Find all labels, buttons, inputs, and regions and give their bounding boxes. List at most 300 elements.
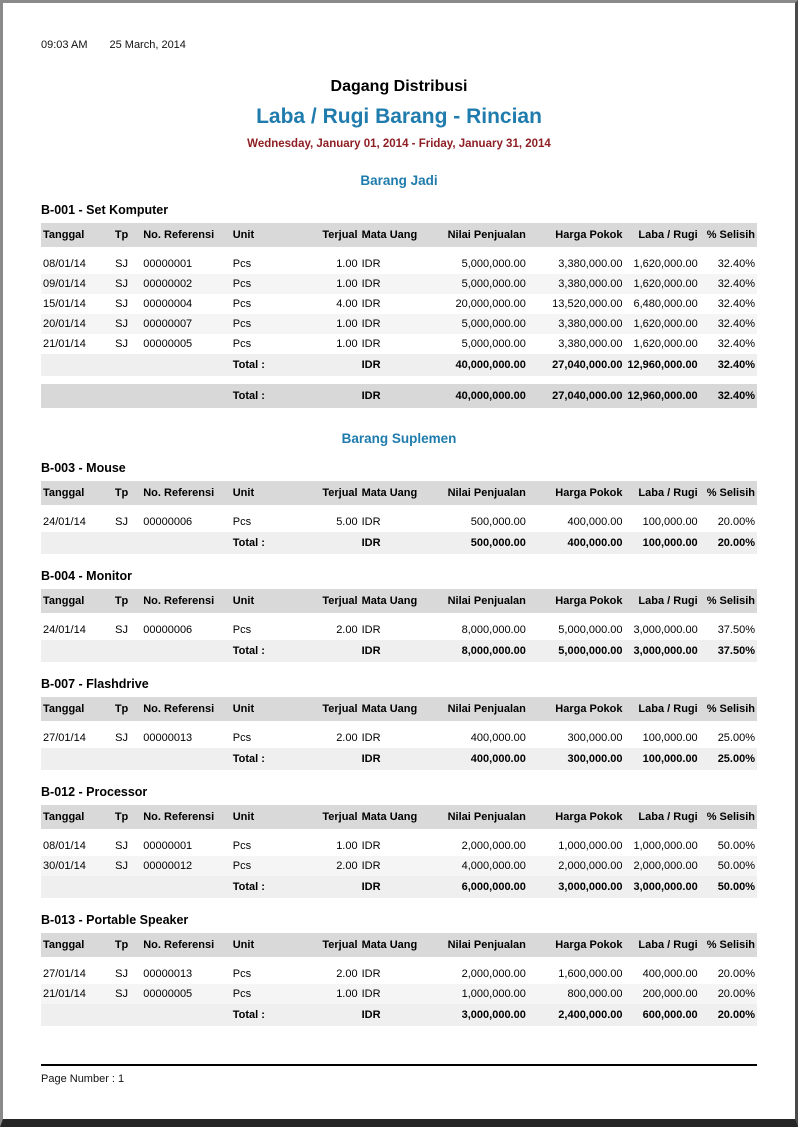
table-header-cell: Tanggal: [41, 697, 102, 721]
table-header-cell: Laba / Rugi: [625, 223, 700, 247]
table-cell: IDR: [361, 338, 381, 350]
table-cell: 5,000,000.00: [420, 314, 527, 334]
table-header-cell: Mata Uang: [360, 697, 421, 721]
table-cell: 25.00%: [717, 732, 755, 744]
total-cell: 3,000,000.00: [625, 876, 700, 898]
table-cell: 50.00%: [700, 856, 757, 876]
table-cell: 100,000.00: [642, 516, 698, 528]
header-gap-row: [41, 613, 757, 620]
table-cell: 32.40%: [700, 274, 757, 294]
table-cell: 1.00: [336, 338, 358, 350]
total-cell: [141, 354, 231, 376]
table-header-cell: % Selisih: [700, 223, 757, 247]
table-header-cell: Unit: [231, 805, 299, 829]
total-cell: IDR: [360, 354, 421, 376]
table-header-cell: No. Referensi: [141, 697, 231, 721]
table-cell: Pcs: [232, 732, 252, 744]
header-gap-row: [41, 957, 757, 964]
table-cell: IDR: [360, 856, 421, 876]
table-header-cell: % Selisih: [700, 805, 757, 829]
table-cell: 400,000.00: [470, 732, 526, 744]
total-cell: 100,000.00: [625, 748, 700, 770]
total-cell: 50.00%: [700, 876, 757, 898]
table-cell: 3,380,000.00: [558, 258, 623, 270]
table-cell: 1,600,000.00: [558, 968, 623, 980]
table-header-cell: Tp: [102, 223, 141, 247]
table-header-cell: Mata Uang: [360, 933, 421, 957]
total-cell: [299, 532, 360, 554]
table-cell: 200,000.00: [625, 984, 700, 1004]
total-cell: 3,000,000.00: [528, 876, 625, 898]
grand-total-cell: 12,960,000.00: [625, 384, 700, 408]
table-header-cell: No. Referensi: [141, 805, 231, 829]
grand-total-cell: [41, 384, 102, 408]
table-cell: IDR: [361, 516, 381, 528]
table-cell: IDR: [360, 314, 421, 334]
table-cell: 6,480,000.00: [633, 298, 698, 310]
total-cell: [299, 640, 360, 662]
table-header-cell: Harga Pokok: [528, 589, 625, 613]
company-name: Dagang Distribusi: [330, 78, 468, 95]
table-cell: 500,000.00: [470, 516, 526, 528]
table-cell: 20/01/14: [41, 314, 102, 334]
table-cell: 00000001: [143, 840, 193, 852]
total-cell: IDR: [360, 640, 421, 662]
table-header-cell: Tp: [102, 697, 141, 721]
table-cell: IDR: [360, 984, 421, 1004]
report-table: [41, 697, 757, 770]
table-header-cell: Tanggal: [41, 805, 102, 829]
table-cell: 00000006: [143, 624, 193, 636]
table-cell: IDR: [360, 274, 421, 294]
table-row: [41, 964, 757, 984]
gap-cell: [41, 505, 757, 512]
table-header-cell: Tanggal: [41, 223, 102, 247]
total-cell: 8,000,000.00: [420, 640, 527, 662]
total-label: Total :: [231, 876, 299, 898]
grand-total-table: [41, 384, 757, 408]
report-title: Laba / Rugi Barang - Rincian: [256, 105, 542, 128]
table-cell: 5,000,000.00: [461, 338, 526, 350]
total-cell: IDR: [360, 748, 421, 770]
table-cell: SJ: [102, 856, 141, 876]
table-cell: 1,620,000.00: [633, 338, 698, 350]
table-header-cell: Nilai Penjualan: [420, 933, 527, 957]
table-row: [41, 984, 757, 1004]
table-cell: 00000012: [141, 856, 231, 876]
table-header-cell: Terjual: [299, 697, 360, 721]
table-cell: 5,000,000.00: [420, 274, 527, 294]
table-cell: 32.40%: [717, 298, 755, 310]
table-cell: Pcs: [231, 984, 299, 1004]
table-row: [41, 254, 757, 274]
table-header-cell: Mata Uang: [360, 481, 421, 505]
table-cell: 00000002: [141, 274, 231, 294]
total-row: [41, 354, 757, 376]
table-cell: 15/01/14: [43, 298, 86, 310]
table-cell: 2.00: [299, 856, 360, 876]
table-cell: 32.40%: [700, 314, 757, 334]
table-cell: 5.00: [336, 516, 358, 528]
table-header-cell: Unit: [231, 481, 299, 505]
table-cell: SJ: [115, 298, 128, 310]
table-header-cell: Tp: [102, 805, 141, 829]
table-cell: 20,000,000.00: [455, 298, 526, 310]
total-label: Total :: [231, 1004, 299, 1026]
table-header-cell: Tanggal: [41, 933, 102, 957]
table-cell: 400,000.00: [642, 968, 698, 980]
total-row: [41, 532, 757, 554]
table-header-cell: Terjual: [299, 933, 360, 957]
table-header-cell: Nilai Penjualan: [420, 223, 527, 247]
table-cell: SJ: [115, 968, 128, 980]
table-cell: 1.00: [299, 984, 360, 1004]
total-cell: 6,000,000.00: [420, 876, 527, 898]
table-header-row: [41, 933, 757, 957]
total-cell: [102, 532, 141, 554]
total-cell: [102, 1004, 141, 1026]
table-header-cell: Harga Pokok: [528, 481, 625, 505]
total-cell: [299, 354, 360, 376]
table-row: [41, 294, 757, 314]
table-row: [41, 274, 757, 294]
report-body: [41, 173, 757, 1026]
table-cell: 00000013: [143, 968, 193, 980]
table-header-cell: Unit: [231, 223, 299, 247]
table-cell: SJ: [115, 516, 128, 528]
table-header-cell: Terjual: [299, 589, 360, 613]
table-row: [41, 620, 757, 640]
table-header-cell: % Selisih: [700, 933, 757, 957]
gap-cell: [41, 721, 757, 728]
table-header-cell: Harga Pokok: [528, 223, 625, 247]
table-header-cell: Tp: [102, 481, 141, 505]
gap-cell: [41, 613, 757, 620]
table-cell: SJ: [115, 338, 128, 350]
table-header-cell: Tp: [102, 589, 141, 613]
table-header-cell: Mata Uang: [360, 805, 421, 829]
table-header-row: [41, 223, 757, 247]
total-cell: 100,000.00: [625, 532, 700, 554]
table-cell: SJ: [115, 624, 128, 636]
table-header-cell: Harga Pokok: [528, 805, 625, 829]
total-cell: 400,000.00: [528, 532, 625, 554]
grand-total-cell: 32.40%: [700, 384, 757, 408]
total-cell: [141, 748, 231, 770]
table-cell: 09/01/14: [41, 274, 102, 294]
table-cell: 2.00: [336, 624, 358, 636]
total-cell: [141, 1004, 231, 1026]
table-cell: 4.00: [336, 298, 358, 310]
table-cell: 00000007: [141, 314, 231, 334]
table-header-row: [41, 697, 757, 721]
table-row: [41, 512, 757, 532]
total-cell: [41, 354, 102, 376]
header-gap-row: [41, 505, 757, 512]
table-header-cell: Tanggal: [41, 589, 102, 613]
table-header-cell: Harga Pokok: [528, 697, 625, 721]
section-title: B-013 - Portable Speaker: [41, 913, 189, 927]
table-cell: 2.00: [336, 968, 358, 980]
table-cell: 3,380,000.00: [558, 338, 623, 350]
table-cell: 24/01/14: [43, 516, 86, 528]
section-title: B-012 - Processor: [41, 785, 148, 799]
table-cell: Pcs: [232, 258, 252, 270]
table-row: [41, 728, 757, 748]
table-cell: SJ: [115, 840, 128, 852]
table-cell: 2.00: [336, 732, 358, 744]
table-cell: 800,000.00: [528, 984, 625, 1004]
table-cell: 00000004: [143, 298, 193, 310]
table-cell: IDR: [361, 258, 381, 270]
table-cell: 1,000,000.00: [633, 840, 698, 852]
table-cell: IDR: [361, 732, 381, 744]
table-cell: 1,000,000.00: [420, 984, 527, 1004]
table-cell: 1,620,000.00: [625, 274, 700, 294]
table-header-cell: Harga Pokok: [528, 933, 625, 957]
table-cell: 3,380,000.00: [528, 314, 625, 334]
table-cell: IDR: [361, 624, 381, 636]
table-cell: Pcs: [232, 624, 252, 636]
table-cell: IDR: [361, 298, 381, 310]
table-cell: Pcs: [232, 840, 252, 852]
total-cell: IDR: [360, 1004, 421, 1026]
table-cell: Pcs: [231, 856, 299, 876]
report-table: [41, 805, 757, 898]
total-label: Total :: [231, 532, 299, 554]
page-footer: [41, 1064, 757, 1085]
table-header-cell: Nilai Penjualan: [420, 697, 527, 721]
table-cell: 21/01/14: [41, 984, 102, 1004]
table-cell: 08/01/14: [43, 840, 86, 852]
total-cell: 20.00%: [700, 532, 757, 554]
total-cell: [41, 640, 102, 662]
total-row: [41, 640, 757, 662]
table-header-cell: Mata Uang: [360, 223, 421, 247]
total-label: Total :: [231, 640, 299, 662]
table-cell: SJ: [102, 984, 141, 1004]
table-cell: 2,000,000.00: [461, 968, 526, 980]
footer-divider: [41, 1064, 757, 1066]
table-header-cell: Terjual: [299, 805, 360, 829]
total-cell: 27,040,000.00: [528, 354, 625, 376]
total-cell: 3,000,000.00: [420, 1004, 527, 1026]
table-cell: 08/01/14: [43, 258, 86, 270]
table-cell: 1,000,000.00: [558, 840, 623, 852]
section-title: B-003 - Mouse: [41, 461, 126, 475]
table-header-cell: Laba / Rugi: [625, 697, 700, 721]
total-row: [41, 748, 757, 770]
table-cell: 50.00%: [717, 840, 755, 852]
table-cell: 1.00: [299, 274, 360, 294]
table-header-cell: Nilai Penjualan: [420, 805, 527, 829]
total-cell: [299, 876, 360, 898]
table-header-cell: Unit: [231, 589, 299, 613]
total-cell: [41, 1004, 102, 1026]
table-header-cell: Mata Uang: [360, 589, 421, 613]
table-cell: 2,000,000.00: [461, 840, 526, 852]
table-cell: 2,000,000.00: [528, 856, 625, 876]
table-cell: Pcs: [232, 968, 252, 980]
table-cell: 00000001: [143, 258, 193, 270]
table-row: [41, 334, 757, 354]
table-cell: Pcs: [231, 274, 299, 294]
gap-cell: [41, 247, 757, 254]
table-cell: 100,000.00: [642, 732, 698, 744]
table-cell: 2,000,000.00: [625, 856, 700, 876]
table-row: [41, 836, 757, 856]
total-cell: 2,400,000.00: [528, 1004, 625, 1026]
table-header-cell: Laba / Rugi: [625, 933, 700, 957]
total-cell: 3,000,000.00: [625, 640, 700, 662]
total-cell: [102, 876, 141, 898]
table-cell: 00000005: [143, 338, 193, 350]
header-gap-row: [41, 247, 757, 254]
table-header-cell: Nilai Penjualan: [420, 481, 527, 505]
table-header-cell: Tanggal: [41, 481, 102, 505]
table-header-row: [41, 481, 757, 505]
total-cell: [41, 748, 102, 770]
table-cell: Pcs: [232, 338, 252, 350]
total-cell: 40,000,000.00: [420, 354, 527, 376]
table-row: [41, 856, 757, 876]
total-cell: 400,000.00: [420, 748, 527, 770]
total-cell: 300,000.00: [528, 748, 625, 770]
gap-cell: [41, 829, 757, 836]
table-cell: 3,380,000.00: [528, 274, 625, 294]
section-title: B-001 - Set Komputer: [41, 203, 169, 217]
total-row: [41, 876, 757, 898]
report-content: [3, 39, 795, 1026]
report-table: [41, 481, 757, 554]
table-header-cell: % Selisih: [700, 481, 757, 505]
table-header-cell: Unit: [231, 933, 299, 957]
table-header-cell: % Selisih: [700, 697, 757, 721]
total-cell: [299, 748, 360, 770]
total-label: Total :: [231, 354, 299, 376]
table-header-cell: Terjual: [299, 481, 360, 505]
table-header-row: [41, 589, 757, 613]
header-gap-row: [41, 829, 757, 836]
table-cell: 30/01/14: [41, 856, 102, 876]
grand-total-cell: IDR: [360, 384, 421, 408]
print-date: 25 March, 2014: [109, 39, 186, 51]
table-cell: 5,000,000.00: [558, 624, 623, 636]
table-cell: IDR: [361, 968, 381, 980]
table-cell: 37.50%: [717, 624, 755, 636]
total-cell: [102, 640, 141, 662]
group-title: Barang Suplemen: [341, 431, 457, 446]
report-period: Wednesday, January 01, 2014 - Friday, January 31, 2014: [247, 138, 551, 150]
table-cell: 8,000,000.00: [461, 624, 526, 636]
table-header-cell: Terjual: [299, 223, 360, 247]
grand-total-cell: [141, 384, 231, 408]
page-number: Page Number : 1: [41, 1073, 125, 1085]
report-table: [41, 933, 757, 1026]
total-cell: 32.40%: [700, 354, 757, 376]
total-cell: [41, 532, 102, 554]
table-cell: 1,620,000.00: [633, 258, 698, 270]
table-cell: 24/01/14: [43, 624, 86, 636]
grand-total-cell: 40,000,000.00: [420, 384, 527, 408]
section-title: B-007 - Flashdrive: [41, 677, 149, 691]
table-cell: 13,520,000.00: [552, 298, 623, 310]
table-cell: 20.00%: [717, 516, 755, 528]
total-cell: 5,000,000.00: [528, 640, 625, 662]
table-header-cell: No. Referensi: [141, 481, 231, 505]
table-cell: 21/01/14: [43, 338, 86, 350]
total-cell: 12,960,000.00: [625, 354, 700, 376]
table-cell: Pcs: [231, 314, 299, 334]
total-label: Total :: [231, 748, 299, 770]
grand-total-cell: [102, 384, 141, 408]
total-cell: [102, 748, 141, 770]
table-header-cell: No. Referensi: [141, 589, 231, 613]
print-stamp: [41, 39, 757, 51]
table-cell: SJ: [115, 258, 128, 270]
total-cell: [41, 876, 102, 898]
gap-cell: [41, 957, 757, 964]
table-header-cell: Laba / Rugi: [625, 481, 700, 505]
table-header-cell: Laba / Rugi: [625, 805, 700, 829]
total-cell: 600,000.00: [625, 1004, 700, 1026]
total-cell: [141, 532, 231, 554]
total-cell: 500,000.00: [420, 532, 527, 554]
total-cell: [299, 1004, 360, 1026]
report-table: [41, 589, 757, 662]
table-cell: 400,000.00: [567, 516, 623, 528]
table-cell: IDR: [361, 840, 381, 852]
table-cell: SJ: [115, 732, 128, 744]
table-header-cell: No. Referensi: [141, 223, 231, 247]
table-cell: SJ: [102, 314, 141, 334]
table-cell: 1.00: [299, 314, 360, 334]
table-cell: 300,000.00: [567, 732, 623, 744]
table-row: [41, 314, 757, 334]
print-time: 09:03 AM: [41, 39, 88, 51]
total-cell: 20.00%: [700, 1004, 757, 1026]
table-cell: 1.00: [336, 258, 358, 270]
table-cell: 20.00%: [700, 984, 757, 1004]
table-header-row: [41, 805, 757, 829]
table-cell: 27/01/14: [43, 968, 86, 980]
table-cell: 3,000,000.00: [633, 624, 698, 636]
grand-total-cell: 27,040,000.00: [528, 384, 625, 408]
table-cell: 32.40%: [717, 338, 755, 350]
grand-total-cell: [299, 384, 360, 408]
table-cell: Pcs: [232, 298, 252, 310]
total-cell: 25.00%: [700, 748, 757, 770]
table-cell: SJ: [102, 274, 141, 294]
table-cell: 1,620,000.00: [625, 314, 700, 334]
total-cell: [102, 354, 141, 376]
table-header-cell: No. Referensi: [141, 933, 231, 957]
table-cell: 20.00%: [717, 968, 755, 980]
table-cell: 00000006: [143, 516, 193, 528]
table-cell: 27/01/14: [43, 732, 86, 744]
group-title: Barang Jadi: [360, 173, 438, 188]
section-title: B-004 - Monitor: [41, 569, 132, 583]
table-header-cell: Laba / Rugi: [625, 589, 700, 613]
table-cell: 00000005: [141, 984, 231, 1004]
table-cell: 5,000,000.00: [461, 258, 526, 270]
table-cell: 1.00: [336, 840, 358, 852]
header-gap-row: [41, 721, 757, 728]
grand-total-label: Total :: [231, 384, 299, 408]
table-header-cell: Unit: [231, 697, 299, 721]
table-cell: 32.40%: [717, 258, 755, 270]
total-cell: [141, 876, 231, 898]
